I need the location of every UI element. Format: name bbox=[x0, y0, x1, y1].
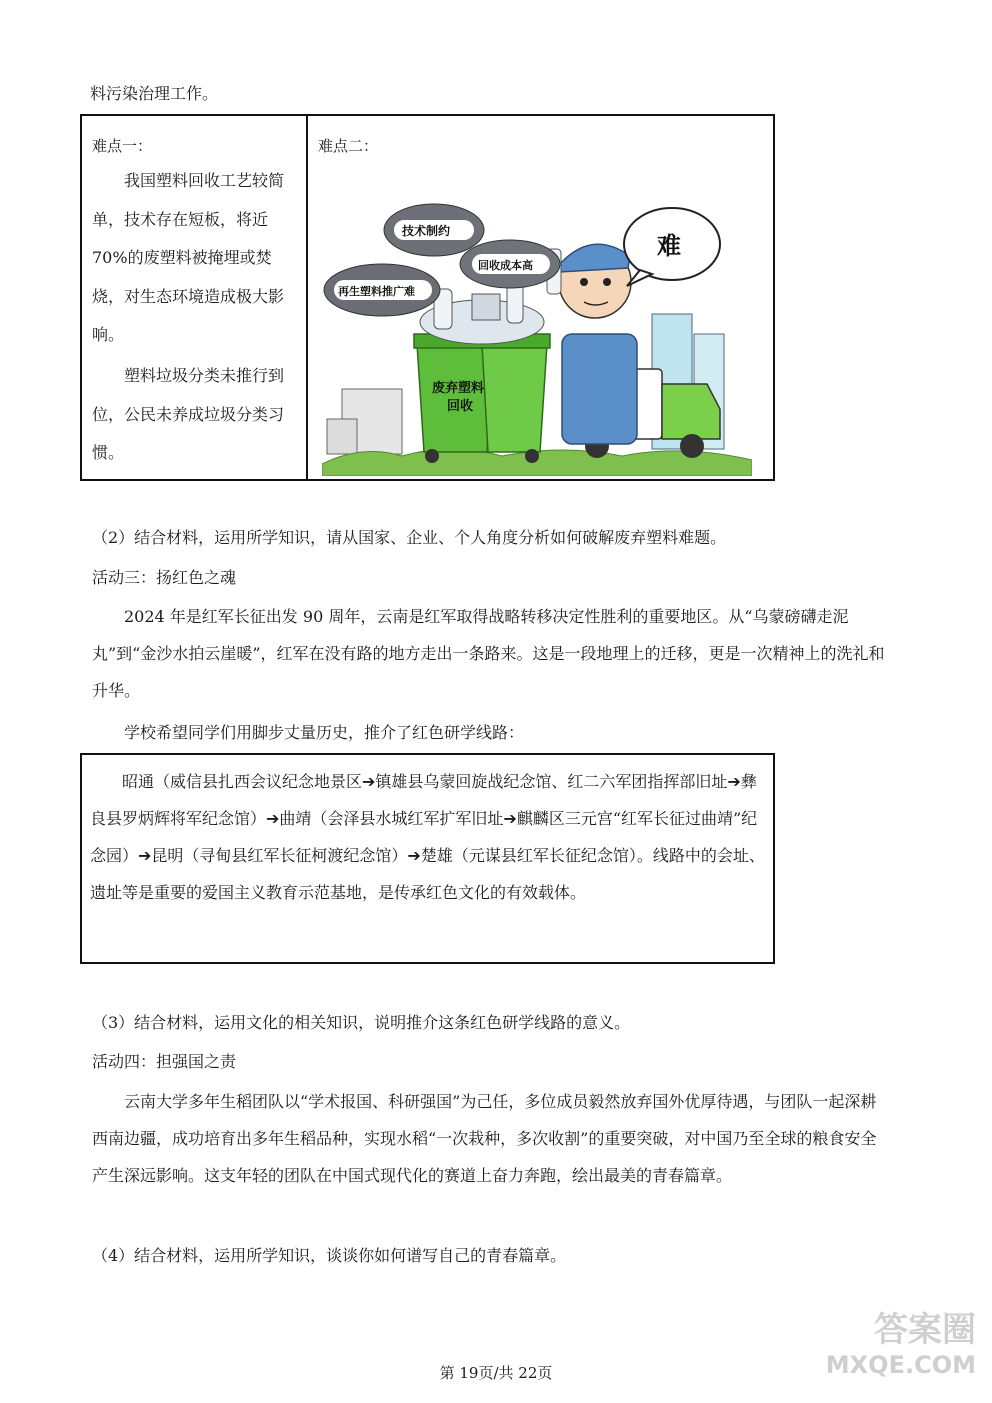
bubble-tech: 技术制约 bbox=[402, 224, 451, 238]
watermark-url: MXQE.COM bbox=[825, 1351, 976, 1379]
watermark bbox=[826, 1310, 976, 1380]
route-box bbox=[80, 753, 775, 964]
activity-3-title: 活动三：扬红色之魂 bbox=[92, 568, 237, 587]
difficulty-two-title: 难点二： bbox=[318, 137, 379, 155]
cloud-cost bbox=[460, 240, 560, 288]
question-4: （4）结合材料，运用所学知识，谈谈你如何谱写自己的青春篇章。 bbox=[92, 1246, 567, 1265]
cloud-promo bbox=[324, 264, 440, 316]
activity-3-intro: 学校希望同学们用脚步丈量历史，推介了红色研学线路： bbox=[124, 723, 525, 742]
difficulty-one-title: 难点一： bbox=[92, 137, 153, 155]
bubble-difficult bbox=[624, 208, 720, 286]
recycling-illustration bbox=[322, 194, 752, 476]
activity-3-paragraph: 2024 年是红军长征出发 90 周年，云南是红军取得战略转移决定性胜利的重要地区。从“乌蒙磅礴走泥丸”到“金沙水拍云崖暖”，红军在没有路的地方走出一条路来。这是一段地理上的迁移，更是一次精神上的洗礼和升华。 bbox=[92, 607, 885, 700]
difficulty-one-text: 我国塑料回收工艺较简单，技术存在短板，将近70%的废塑料被掩埋或焚烧，对生态环境造成极大影响。 bbox=[92, 171, 285, 344]
table-divider bbox=[306, 116, 308, 479]
activity-4-title: 活动四：担强国之责 bbox=[92, 1052, 237, 1071]
question-2: （2）结合材料，运用所学知识，请从国家、企业、个人角度分析如何破解废弃塑料难题。 bbox=[92, 528, 727, 547]
route-text: 昭通（威信县扎西会议纪念地景区➔镇雄县乌蒙回旋战纪念馆、红二六军团指挥部旧址➔彝良县罗炳辉将军纪念馆）➔曲靖（会泽县水城红军扩军旧址➔麒麟区三元宫“红军长征过曲靖”纪念园）➔昆明（寻甸县红军长征柯渡纪念馆）➔楚雄（元谋县红军长征纪念馆）。线路中的会址、遗址等是重要的爱国主义教育示范基地，是传承红色文化的有效载体。 bbox=[90, 772, 765, 902]
page-footer: 第 19页/共 22页 bbox=[439, 1364, 553, 1382]
difficulty-one-text-2: 塑料垃圾分类未推行到位，公民未养成垃圾分类习惯。 bbox=[92, 366, 285, 462]
difficulty-table bbox=[80, 114, 775, 481]
worker bbox=[547, 244, 637, 444]
watermark-logo: 答案圈 bbox=[874, 1310, 976, 1350]
question-3: （3）结合材料，运用文化的相关知识，说明推介这条红色研学线路的意义。 bbox=[92, 1013, 631, 1032]
bin-label-2: 回收 bbox=[447, 399, 474, 414]
bubble-promo: 再生塑料推广难 bbox=[338, 285, 415, 298]
activity-4-paragraph: 云南大学多年生稻团队以“学术报国、科研强国”为己任，多位成员毅然放弃国外优厚待遇，与团队一起深耕西南边疆，成功培育出多年生稻品种，实现水稻“一次栽种，多次收割”的重要突破，对中国乃至全球的粮食安全产生深远影响。这支年轻的团队在中国式现代化的赛道上奋力奔跑，绘出最美的青春篇章。 bbox=[92, 1092, 877, 1185]
cloud-tech bbox=[384, 204, 484, 256]
bubble-hard: 难 bbox=[657, 232, 681, 260]
bin-label-1: 废弃塑料 bbox=[432, 381, 485, 396]
bubble-cost: 回收成本高 bbox=[478, 259, 533, 272]
top-line: 料污染治理工作。 bbox=[90, 84, 219, 103]
green-bins bbox=[414, 334, 550, 463]
